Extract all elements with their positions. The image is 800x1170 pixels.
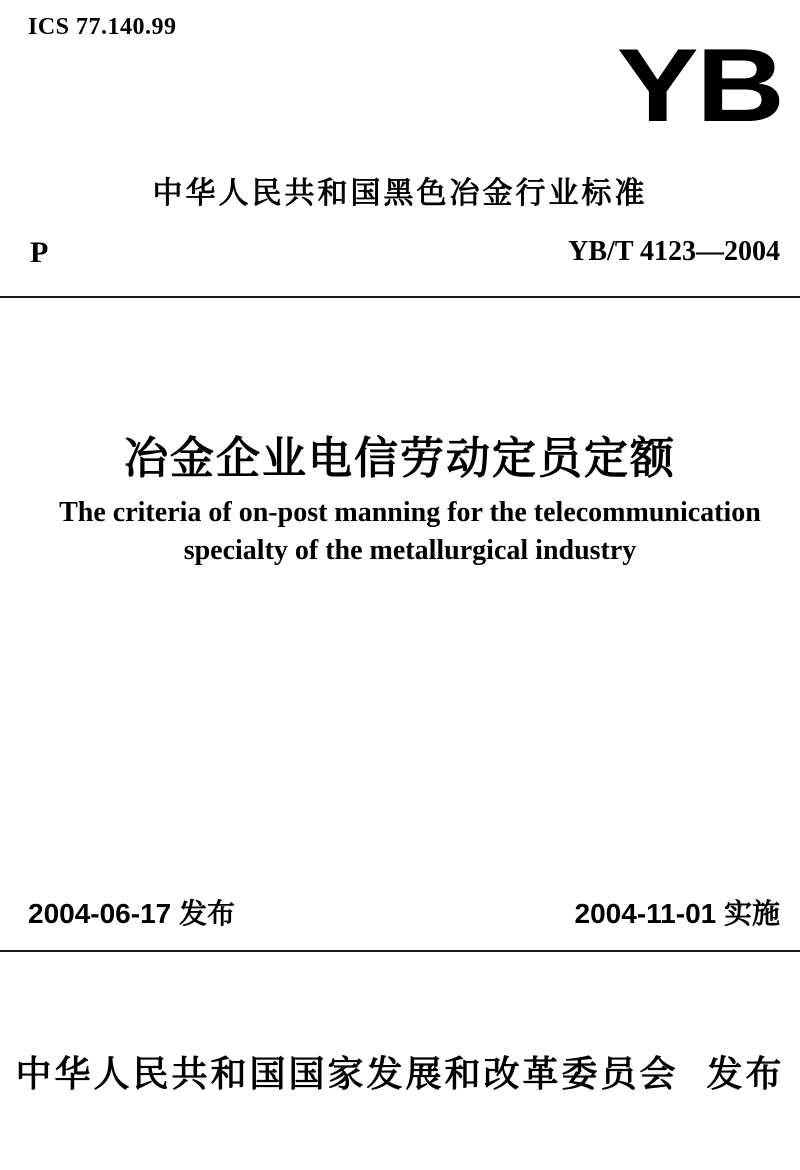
issue-date: 2004-06-17 发布 [28, 898, 236, 929]
document-title-zh: 冶金企业电信劳动定员定额 [124, 434, 676, 483]
standard-number: YB/T 4123—2004 [568, 236, 780, 267]
document-title-en-line1: The criteria of on-post manning for the telecommunication [59, 497, 761, 528]
bottom-divider [0, 950, 800, 952]
publisher-name: 中华人民共和国国家发展和改革委员会 [15, 1053, 679, 1094]
document-title-en [30, 494, 790, 570]
top-divider [0, 296, 800, 298]
document-title-en-line2: specialty of the metallurgical industry [183, 535, 637, 566]
ics-code: ICS 77.140.99 [28, 14, 177, 40]
classification-code: P [30, 236, 49, 269]
publisher-action: 发布 [706, 1053, 785, 1094]
yb-logo: YB [616, 28, 782, 144]
implementation-date: 2004-11-01 实施 [574, 898, 780, 929]
industry-standard-title: 中华人民共和国黑色冶金行业标准 [152, 177, 648, 210]
publisher-line [0, 1046, 800, 1097]
